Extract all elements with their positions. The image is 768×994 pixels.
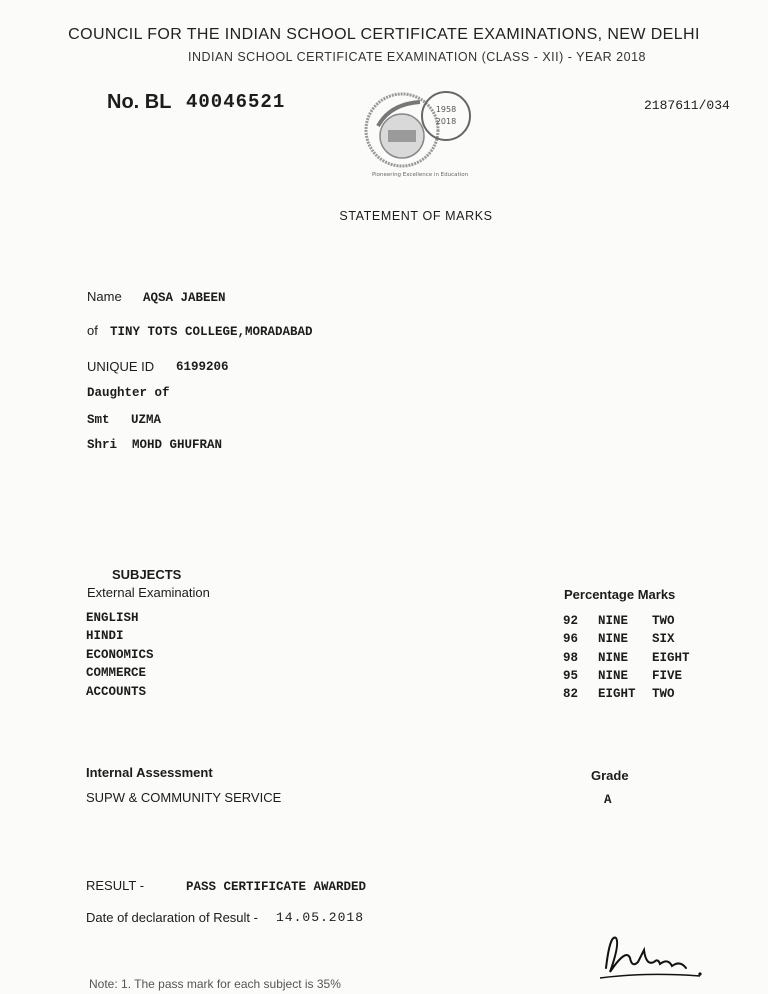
subject-marks: 92 [563, 614, 579, 628]
seal-year-start: 1958 [435, 105, 457, 114]
subject-name: HINDI [86, 629, 124, 643]
school-name: TINY TOTS COLLEGE,MORADABAD [110, 325, 313, 339]
marks-word-tens: NINE [598, 614, 629, 628]
signature [596, 928, 706, 988]
marks-word-tens: NINE [598, 669, 629, 683]
council-seal-logo [360, 86, 480, 182]
subject-name: ENGLISH [86, 611, 139, 625]
internal-assessment-item: SUPW & COMMUNITY SERVICE [86, 790, 282, 805]
relation-label: Daughter of [87, 386, 170, 400]
marks-word-units: TWO [652, 687, 675, 701]
external-exam-heading: External Examination [87, 585, 210, 600]
subject-marks: 96 [563, 632, 579, 646]
student-name: AQSA JABEEN [143, 291, 226, 305]
internal-assessment-heading: Internal Assessment [86, 765, 213, 780]
council-heading: COUNCIL FOR THE INDIAN SCHOOL CERTIFICATE EXAMINATIONS, NEW DELHI [68, 26, 700, 43]
subject-name: ECONOMICS [86, 648, 154, 662]
seal-tagline: Pioneering Excellence in Education [371, 172, 469, 178]
marks-word-tens: NINE [598, 651, 629, 665]
father-prefix: Shri [87, 438, 118, 452]
declaration-date: 14.05.2018 [276, 910, 365, 925]
result-label: RESULT - [86, 878, 145, 893]
subject-marks: 82 [563, 687, 579, 701]
grade-value: A [604, 793, 612, 807]
marks-word-tens: NINE [598, 632, 629, 646]
subject-marks: 98 [563, 651, 579, 665]
footnote: Note: 1. The pass mark for each subject is 35% [89, 977, 341, 991]
marks-word-units: FIVE [652, 669, 683, 683]
father-name: MOHD GHUFRAN [132, 438, 223, 452]
subjects-heading: SUBJECTS [112, 567, 182, 582]
result-value: PASS CERTIFICATE AWARDED [186, 880, 367, 894]
marks-word-tens: EIGHT [598, 687, 636, 701]
certificate-number-label: No. BL [107, 91, 172, 113]
exam-heading: INDIAN SCHOOL CERTIFICATE EXAMINATION (CLASS - XII) - YEAR 2018 [188, 50, 646, 64]
unique-id: 6199206 [176, 360, 229, 374]
subject-name: COMMERCE [86, 666, 147, 680]
marks-word-units: SIX [652, 632, 675, 646]
mother-prefix: Smt [87, 413, 110, 427]
declaration-date-label: Date of declaration of Result - [86, 910, 258, 925]
marks-word-units: EIGHT [652, 651, 690, 665]
name-label: Name [87, 289, 122, 304]
seal-year-end: 2018 [435, 117, 457, 126]
reference-number: 2187611/034 [644, 98, 730, 113]
percentage-marks-heading: Percentage Marks [564, 587, 676, 602]
subject-marks: 95 [563, 669, 579, 683]
mother-name: UZMA [131, 413, 162, 427]
statement-title: STATEMENT OF MARKS [339, 209, 493, 223]
unique-id-label: UNIQUE ID [87, 359, 155, 374]
subject-name: ACCOUNTS [86, 685, 147, 699]
certificate-number: 40046521 [186, 91, 286, 113]
grade-heading: Grade [591, 768, 629, 783]
marks-word-units: TWO [652, 614, 675, 628]
school-of-label: of [87, 323, 98, 338]
